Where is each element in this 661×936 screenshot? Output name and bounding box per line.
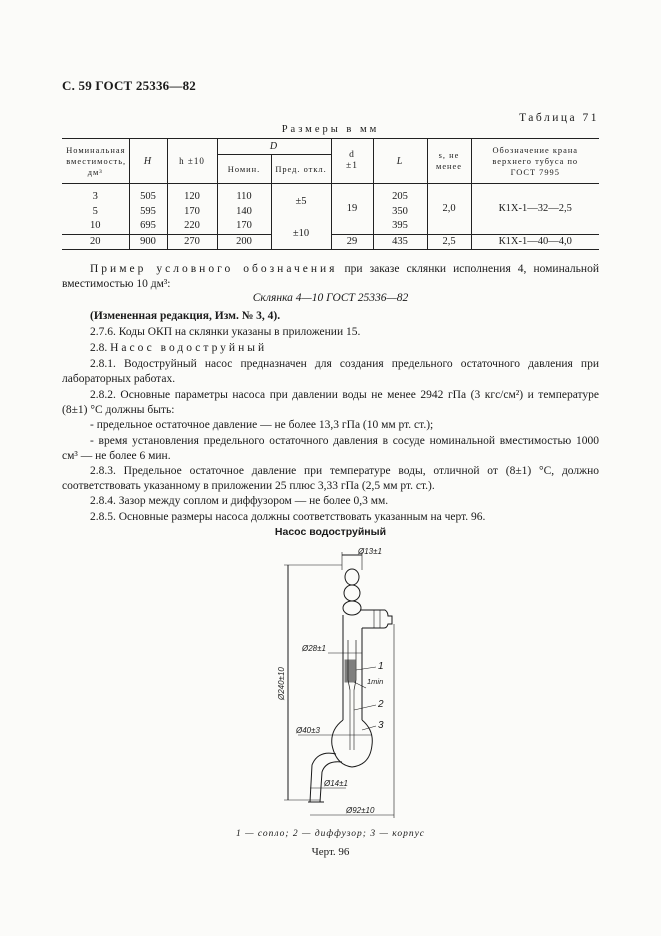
col-D-tol: Пред. откл. <box>271 155 331 184</box>
table-cell: 505 <box>129 184 167 205</box>
table-cell: 10 <box>62 219 129 234</box>
part-label-3: 3 <box>378 720 384 731</box>
table-row <box>62 184 599 205</box>
part-label-2: 2 <box>378 699 384 710</box>
diffuser-part <box>345 660 355 682</box>
top-bulb-1 <box>345 569 359 585</box>
table-cell: 220 <box>167 219 217 234</box>
col-volume: Номинальная вместимость, дм³ <box>62 139 129 184</box>
table-cell: 19 <box>331 184 373 235</box>
table-cell: ±10 <box>271 219 331 250</box>
part-label-1min: 1min <box>367 677 384 686</box>
para-2-8-2-item-b: - время установления предельного остаточного давления в сосуде номинальной вместимостью 1000 см³ — не более 6 мин. <box>62 435 599 462</box>
designation-example: Склянка 4—10 ГОСТ 25336—82 <box>252 292 409 304</box>
para-2-7-6: 2.7.6. Коды ОКП на склянки указаны в приложении 15. <box>90 326 361 338</box>
part-label-1: 1 <box>378 661 384 672</box>
table-cell: 170 <box>217 219 271 234</box>
dim-label-top: Ø13±1 <box>358 547 382 556</box>
table-cell: 140 <box>217 205 271 220</box>
col-d: d ±1 <box>331 139 373 184</box>
table-cell: 395 <box>373 219 427 234</box>
col-h: h ±10 <box>167 139 217 184</box>
col-tap: Обозначение крана верхнего тубуса по ГОСТ 7995 <box>471 139 599 184</box>
dim-label-14: Ø14±1 <box>324 779 348 788</box>
dim-label-40: Ø40±3 <box>296 726 320 735</box>
col-H: H <box>129 139 167 184</box>
table-cell: 205 <box>373 184 427 205</box>
dim-label-height: Ø240±10 <box>277 667 286 700</box>
para-2-8-2-item-a: - предельное остаточное давление — не более 13,3 гПа (10 мм рт. ст.); <box>90 419 434 431</box>
bottom-bulb <box>332 720 373 767</box>
table-cell: 695 <box>129 219 167 234</box>
dimensions-table <box>62 138 599 250</box>
table-cell: 170 <box>167 205 217 220</box>
table-cell: 20 <box>62 234 129 250</box>
table-cell: 2,5 <box>427 234 471 250</box>
table-cell: 435 <box>373 234 427 250</box>
table-row <box>62 234 599 250</box>
table-cell: 900 <box>129 234 167 250</box>
side-tube <box>360 610 392 628</box>
col-L: L <box>373 139 427 184</box>
pump-drawing <box>270 540 430 825</box>
section-2-8-heading: 2.8. Насос водоструйный <box>90 342 268 354</box>
figure-title: Насос водоструйный <box>274 526 387 538</box>
col-s: s, не менее <box>427 139 471 184</box>
para-2-8-1: 2.8.1. Водоструйный насос предназначен для создания предельного остаточного давления при лабораторных работах. <box>62 358 599 385</box>
table-number: Таблица 71 <box>519 112 599 124</box>
table-cell: К1Х-1—32—2,5 <box>471 184 599 235</box>
top-bulb-2 <box>344 585 360 601</box>
table-cell: 120 <box>167 184 217 205</box>
page-header: С. 59 ГОСТ 25336—82 <box>62 78 196 93</box>
para-2-8-5: 2.8.5. Основные размеры насоса должны соответствовать указанным на черт. 96. <box>90 511 486 523</box>
table-cell: 2,0 <box>427 184 471 235</box>
para-2-8-4: 2.8.4. Зазор между соплом и диффузором — не более 0,3 мм. <box>90 495 389 507</box>
table-cell: 29 <box>331 234 373 250</box>
para-2-8-2: 2.8.2. Основные параметры насоса при давлении воды не менее 2942 гПа (3 кгс/см²) и температуре (8±1) °С должны быть: <box>62 389 599 416</box>
table-cell: 110 <box>217 184 271 205</box>
figure-number: Черт. 96 <box>311 846 350 858</box>
units-label: Размеры в мм <box>281 124 380 135</box>
figure-caption: 1 — сопло; 2 — диффузор; 3 — корпус <box>235 829 426 839</box>
table-cell: 350 <box>373 205 427 220</box>
table-cell: 5 <box>92 205 98 217</box>
table-cell: 3 <box>92 191 98 203</box>
table-cell: 595 <box>129 205 167 220</box>
table-cell: К1Х-1—40—4,0 <box>471 234 599 250</box>
table-cell: ±5 <box>271 184 331 220</box>
col-D: D <box>217 139 331 155</box>
table-cell: 270 <box>167 234 217 250</box>
revision-note: (Измененная редакция, Изм. № 3, 4). <box>90 310 281 322</box>
para-2-8-3: 2.8.3. Предельное остаточное давление при температуре воды, отличной от (8±1) °С, должно соответствовать указанному в приложении 25 плюс 3,33 гПа (2,5 мм рт. ст.). <box>62 465 599 492</box>
dim-label-28: Ø28±1 <box>302 644 326 653</box>
table-cell: 200 <box>217 234 271 250</box>
col-D-nom: Номин. <box>217 155 271 184</box>
top-bulb-3 <box>343 601 361 615</box>
outlet-tube <box>310 753 342 802</box>
example-paragraph: Пример условного обозначения при заказе склянки исполнения 4, номинальной вместимостью 10 дм³: <box>62 263 599 290</box>
dim-label-width: Ø92±10 <box>346 806 375 815</box>
